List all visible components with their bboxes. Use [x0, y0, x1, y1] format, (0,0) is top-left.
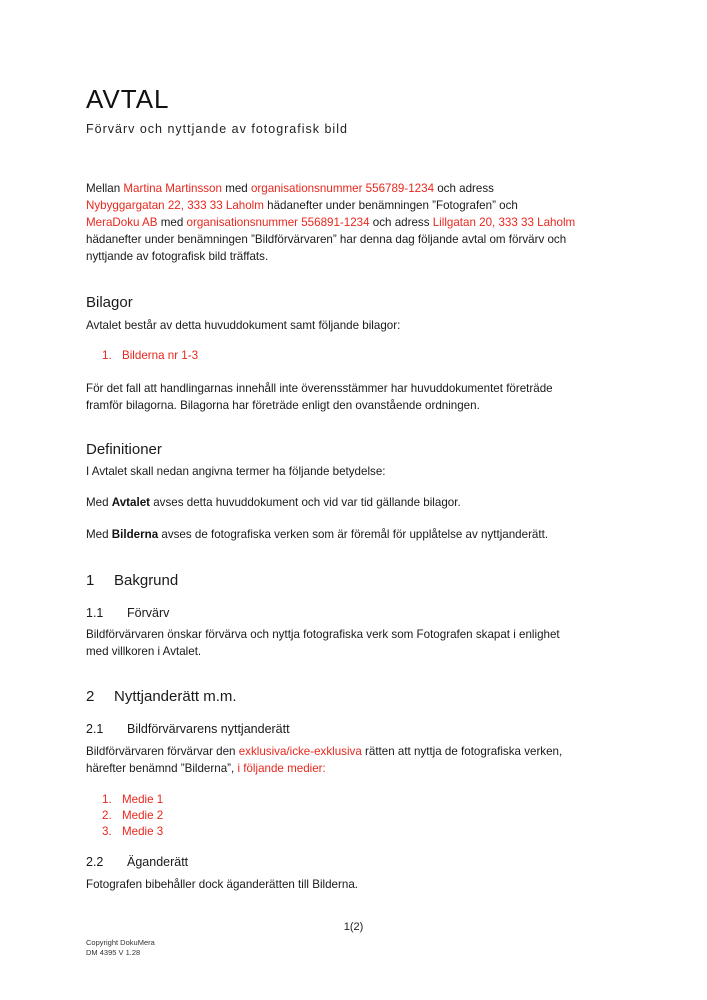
media-list-item: 2. Medie 2: [102, 809, 164, 822]
party2-name: MeraDoku AB: [86, 216, 158, 229]
exclusivity-option: exklusiva/icke-exklusiva: [238, 745, 362, 758]
bilagor-paragraph: För det fall att handlingarnas innehåll inte överensstämmer har huvuddokumentet företräde framför bilagorna. Bilagorna har företräde enligt den ovanstående ordningen.: [86, 382, 553, 412]
definitioner-text: I Avtalet skall nedan angivna termer ha följande betydelse:: [86, 465, 386, 478]
document-title: AVTAL: [86, 84, 170, 114]
page-number: 1(2): [343, 921, 364, 933]
media-list-item: 3. Medie 3: [102, 825, 164, 838]
section-1-1-text: Bildförvärvaren önskar förvärva och nyttja fotografiska verk som Fotografen skapat i enlighet med villkoren i Avtalet.: [86, 628, 560, 658]
definition-avtalet: Med Avtalet avses detta huvuddokument och vid var tid gällande bilagor.: [86, 496, 461, 509]
party1-name: Martina Martinsson: [123, 182, 222, 195]
party1-org: organisationsnummer 556789-1234: [250, 182, 435, 195]
heading-definitioner: Definitioner: [86, 441, 162, 458]
media-intro: i följande medier:: [237, 762, 326, 775]
party2-org: organisationsnummer 556891-1234: [186, 216, 370, 229]
party2-address: Lillgatan 20, 333 33 Laholm: [432, 216, 576, 229]
heading-section-2-2: 2.2 Äganderätt: [86, 855, 189, 869]
footer-doc-id: DM 4395 V 1.28: [86, 948, 141, 957]
intro-paragraph: Mellan Martina Martinsson med organisationsnummer 556789-1234 och adress Nybyggargatan 22, 333 33 Laholm hädanefter under benämningen ”Fotografen” och MeraDoku AB med organisationsnummer 556891-1234 och adress Lillgatan 20, 333 33 Laholm hädanefter under benämningen ”Bildförvärvaren” har denna dag följande avtal om förvärv och nyttjande av fotografisk bild träffats.: [86, 182, 576, 263]
party1-address: Nybyggargatan 22, 333 33 Laholm: [86, 199, 264, 212]
document-subtitle: Förvärv och nyttjande av fotografisk bild: [86, 122, 348, 136]
heading-section-1-1: 1.1 Förvärv: [86, 606, 170, 620]
section-2-2-text: Fotografen bibehåller dock äganderätten till Bilderna.: [86, 878, 358, 891]
footer-copyright: Copyright DokuMera: [86, 938, 155, 947]
definition-bilderna: Med Bilderna avses de fotografiska verken som är föremål för upplåtelse av nyttjanderätt.: [86, 528, 549, 541]
heading-section-2-1: 2.1 Bildförvärvarens nyttjanderätt: [86, 722, 290, 736]
heading-bilagor: Bilagor: [86, 294, 133, 311]
heading-section-1: 1 Bakgrund: [86, 572, 179, 589]
bilagor-list-item: 1. Bilderna nr 1-3: [102, 349, 199, 362]
media-list-item: 1. Medie 1: [102, 793, 164, 806]
section-2-1-text: Bildförvärvaren förvärvar den exklusiva/icke-exklusiva rätten att nyttja de fotografiska verken, härefter benämnd ”Bilderna”, i följande medier:: [86, 745, 563, 775]
bilagor-text: Avtalet består av detta huvuddokument samt följande bilagor:: [86, 319, 401, 332]
heading-section-2: 2 Nyttjanderätt m.m.: [86, 688, 237, 705]
